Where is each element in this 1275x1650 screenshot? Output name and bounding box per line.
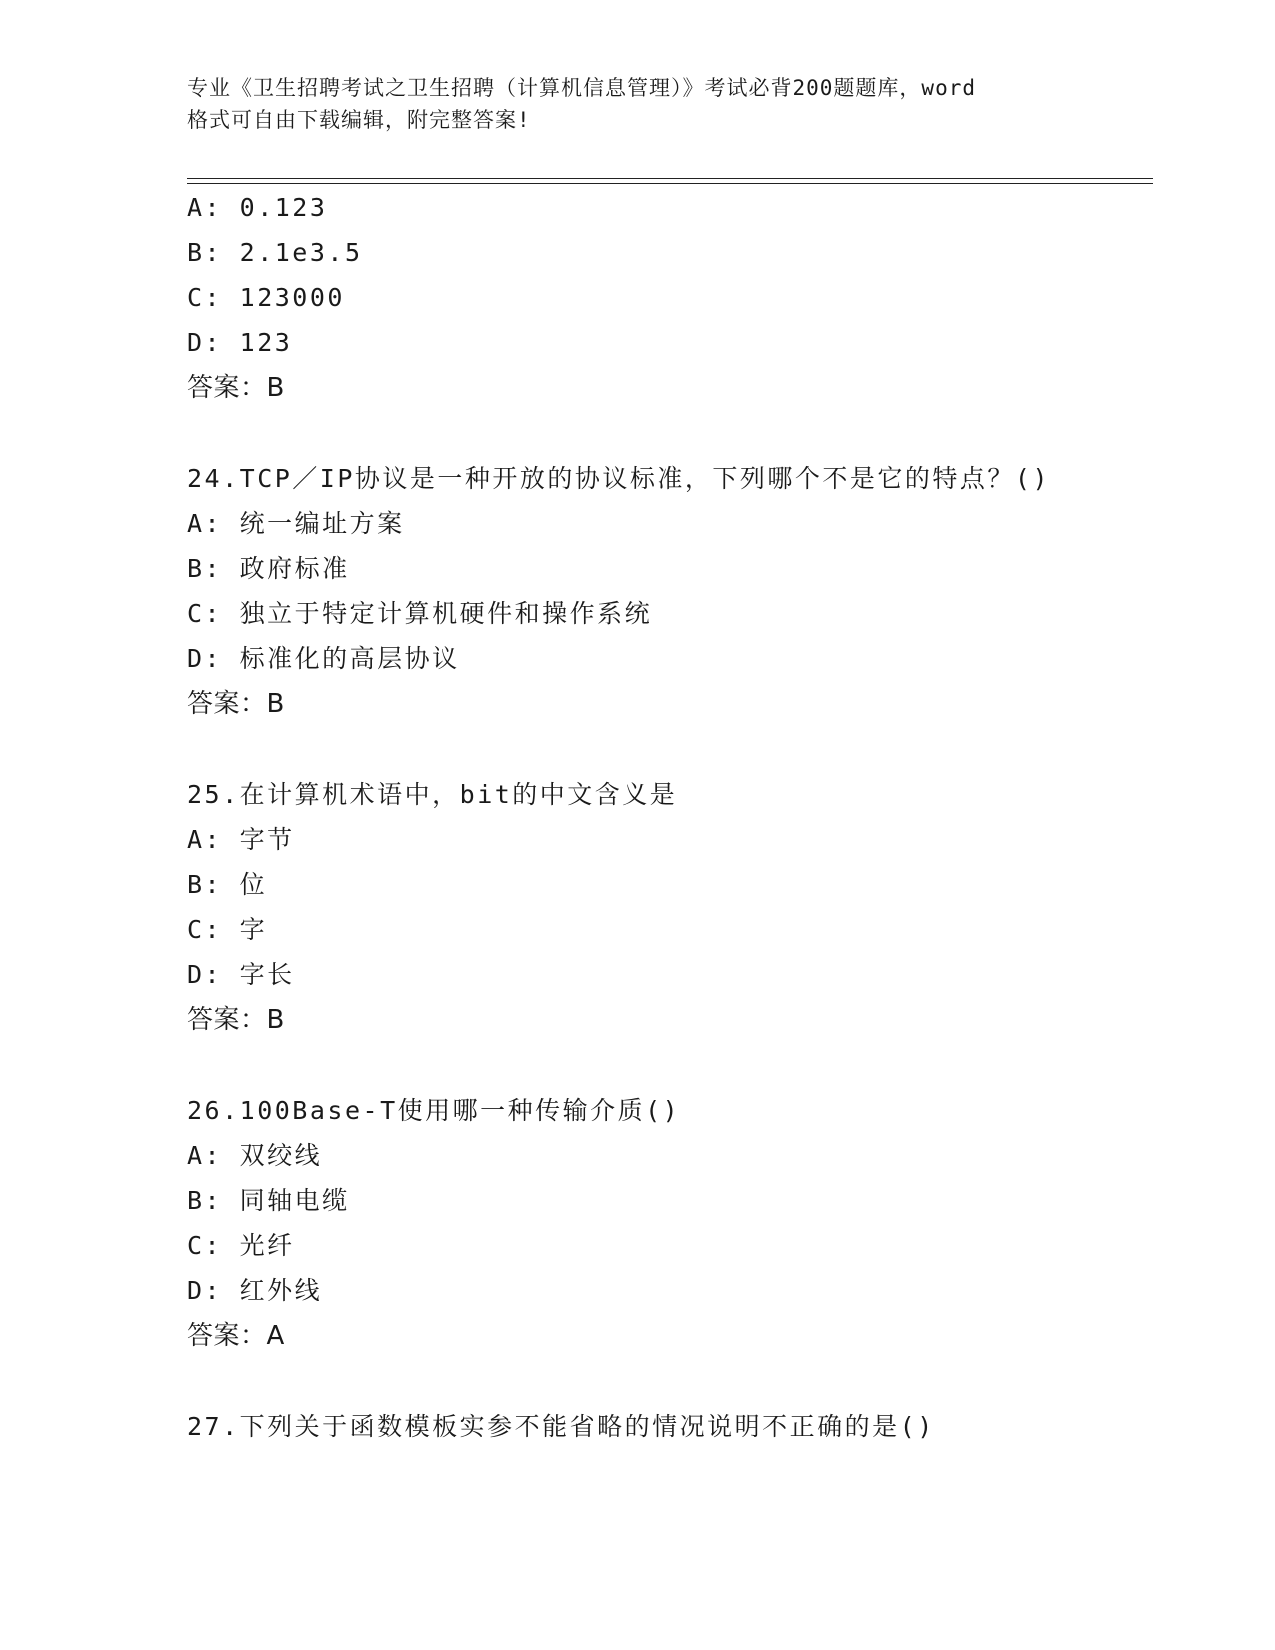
q27-question: 27.下列关于函数模板实参不能省略的情况说明不正确的是(): [187, 1412, 935, 1441]
header-divider-top: [187, 178, 1153, 179]
q24-answer: 答案：B: [187, 689, 285, 719]
q26-option-c: C: 光纤: [187, 1231, 295, 1260]
q23-option-d: D: 123: [187, 328, 293, 357]
q26-question: 26.100Base-T使用哪一种传输介质(): [187, 1096, 681, 1125]
q24-option-c: C: 独立于特定计算机硬件和操作系统: [187, 599, 653, 628]
q25-option-c: C: 字: [187, 915, 268, 944]
q25-option-d: D: 字长: [187, 960, 295, 989]
q26-option-a: A: 双绞线: [187, 1141, 323, 1170]
header-line-2: 格式可自由下载编辑，附完整答案!: [187, 108, 531, 132]
q23-option-b: B: 2.1e3.5: [187, 238, 363, 267]
q23-answer: 答案：B: [187, 373, 285, 403]
q25-option-b: B: 位: [187, 870, 268, 899]
header-divider-bottom: [187, 183, 1153, 184]
q23-option-c: C: 123000: [187, 283, 345, 312]
q24-option-b: B: 政府标准: [187, 554, 350, 583]
q24-question: 24.TCP／IP协议是一种开放的协议标准，下列哪个不是它的特点？(): [187, 464, 1051, 493]
q25-answer: 答案：B: [187, 1005, 285, 1035]
q26-option-d: D: 红外线: [187, 1276, 323, 1305]
q24-option-a: A: 统一编址方案: [187, 509, 405, 538]
q26-answer: 答案：A: [187, 1321, 285, 1351]
q23-option-a: A: 0.123: [187, 193, 328, 222]
header-line-1: 专业《卫生招聘考试之卫生招聘（计算机信息管理）》考试必背200题题库，word: [187, 76, 976, 100]
q26-option-b: B: 同轴电缆: [187, 1186, 350, 1215]
document-header: [187, 72, 1087, 136]
q25-question: 25.在计算机术语中，bit的中文含义是: [187, 780, 678, 809]
q25-option-a: A: 字节: [187, 825, 295, 854]
q24-option-d: D: 标准化的高层协议: [187, 644, 460, 673]
